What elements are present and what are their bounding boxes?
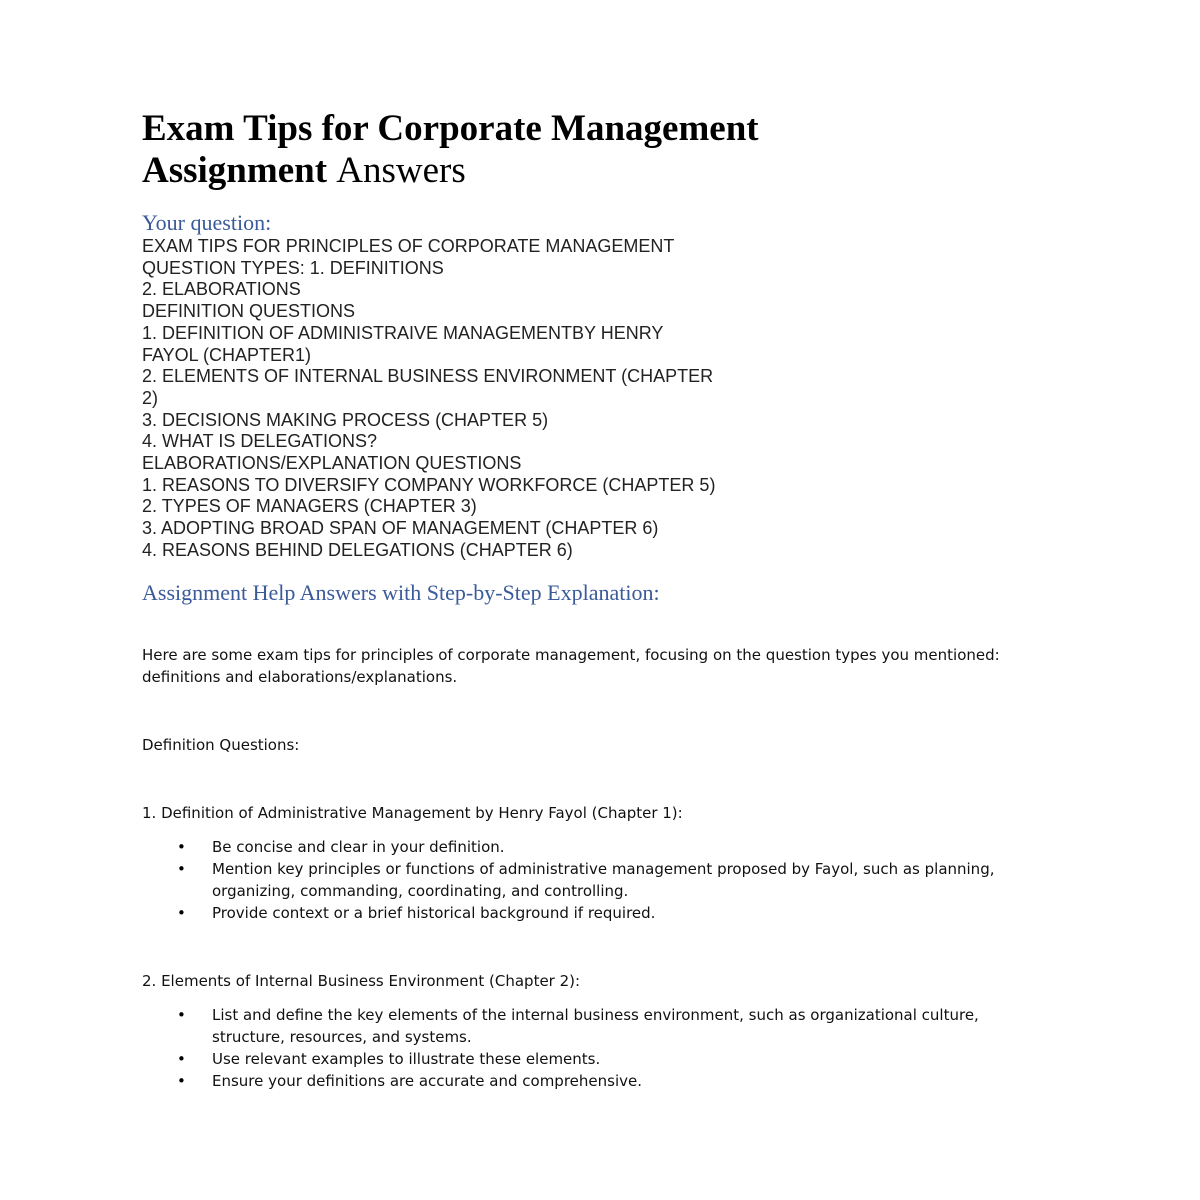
question-line: EXAM TIPS FOR PRINCIPLES OF CORPORATE MANAGEMENT xyxy=(142,236,675,256)
list-item-text: Be concise and clear in your definition. xyxy=(212,837,505,856)
list-item xyxy=(142,858,1042,902)
question-line: 3. ADOPTING BROAD SPAN OF MANAGEMENT (CHAPTER 6) xyxy=(142,518,659,539)
list-item-text: Mention key principles or functions of administrative management proposed by Fayol, such as planning, organizing, commanding, coordinating, and controlling. xyxy=(212,859,995,900)
question-line: FAYOL (CHAPTER1) xyxy=(142,344,312,365)
list-item xyxy=(142,1048,1042,1070)
question-block xyxy=(142,236,842,562)
list-item xyxy=(142,1004,1042,1048)
question-line: 2) xyxy=(142,387,159,408)
list-item xyxy=(142,836,1042,858)
bullet-icon: • xyxy=(177,1005,186,1024)
document-page xyxy=(142,108,1042,1092)
list-item-text: List and define the key elements of the internal business environment, such as organizational culture, structure, resources, and systems. xyxy=(212,1005,979,1046)
question-line: 1. DEFINITION OF ADMINISTRAIVE MANAGEMENTBY HENRY xyxy=(142,322,664,343)
list-item-text: Provide context or a brief historical background if required. xyxy=(212,903,656,922)
bullet-icon: • xyxy=(177,1049,186,1068)
list-item xyxy=(142,902,1042,924)
section-label-admin-management: 1. Definition of Administrative Management by Henry Fayol (Chapter 1): xyxy=(142,803,683,822)
question-line: 3. DECISIONS MAKING PROCESS (CHAPTER 5) xyxy=(142,409,549,430)
section-label-internal-environment: 2. Elements of Internal Business Environment (Chapter 2): xyxy=(142,971,581,990)
question-line: QUESTION TYPES: 1. DEFINITIONS xyxy=(142,257,444,278)
title-normal-part: Answers xyxy=(336,150,466,191)
question-line: DEFINITION QUESTIONS xyxy=(142,301,356,322)
intro-paragraph: Here are some exam tips for principles of corporate management, focusing on the question types you mentioned: definitions and elaborations/explanations. xyxy=(142,645,1000,686)
question-line: 1. REASONS TO DIVERSIFY COMPANY WORKFORCE (CHAPTER 5) xyxy=(142,474,716,495)
question-line: 2. ELEMENTS OF INTERNAL BUSINESS ENVIRONMENT (CHAPTER xyxy=(142,366,714,387)
definition-questions-label: Definition Questions: xyxy=(142,735,300,754)
question-line: 4. REASONS BEHIND DELEGATIONS (CHAPTER 6) xyxy=(142,539,573,560)
question-line: 2. ELABORATIONS xyxy=(142,279,301,300)
answers-heading: Assignment Help Answers with Step-by-Step Explanation: xyxy=(142,579,660,605)
page-title xyxy=(142,108,942,192)
list-item xyxy=(142,1070,1042,1092)
list-item-text: Use relevant examples to illustrate these elements. xyxy=(212,1049,601,1068)
question-heading: Your question: xyxy=(142,210,272,235)
bullet-icon: • xyxy=(177,903,186,922)
question-line: ELABORATIONS/EXPLANATION QUESTIONS xyxy=(142,453,522,474)
bullet-list-admin-management xyxy=(142,836,1042,924)
bullet-icon: • xyxy=(177,859,186,878)
bullet-list-internal-environment xyxy=(142,1004,1042,1092)
question-line: 4. WHAT IS DELEGATIONS? xyxy=(142,431,378,452)
question-line: 2. TYPES OF MANAGERS (CHAPTER 3) xyxy=(142,496,477,517)
list-item-text: Ensure your definitions are accurate and comprehensive. xyxy=(212,1071,642,1090)
title-bold-part: Exam Tips for Corporate Management Assignment xyxy=(142,108,759,191)
bullet-icon: • xyxy=(177,837,186,856)
bullet-icon: • xyxy=(177,1071,186,1090)
